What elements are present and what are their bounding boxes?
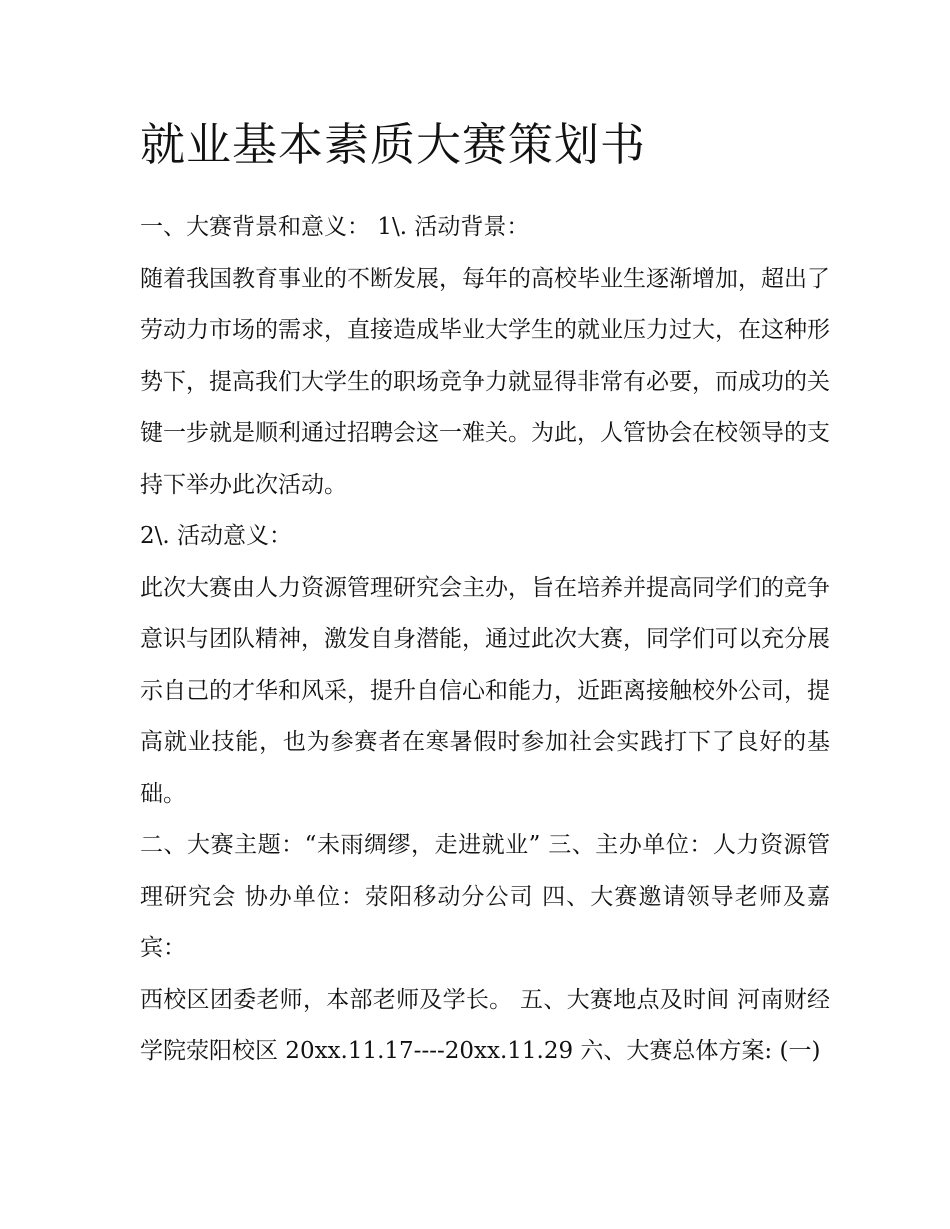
paragraph-location-time: 西校区团委老师，本部老师及学长。 五、大赛地点及时间 河南财经学院荥阳校区 20xx.11.17----20xx.11.29 六、大赛总体方案: (一): [140, 986, 830, 1064]
section-heading-background: 一、大赛背景和意义： 1\. 活动背景：: [140, 214, 530, 240]
paragraph-background: 随着我国教育事业的不断发展，每年的高校毕业生逐渐增加，超出了劳动力市场的需求，直接造成毕业大学生的就业压力过大，在这种形势下，提高我们大学生的职场竞争力就显得非常有必要，而成功的关键一步就是顺利通过招聘会这一难关。为此，人管协会在校领导的支持下举办此次活动。: [140, 265, 830, 498]
paragraph-significance: 此次大赛由人力资源管理研究会主办，旨在培养并提高同学们的竞争意识与团队精神，激发自身潜能，通过此次大赛，同学们可以充分展示自己的才华和风采，提升自信心和能力，近距离接触校外公司，提高就业技能，也为参赛者在寒暑假时参加社会实践打下了良好的基础。: [140, 574, 830, 807]
document-page: [140, 110, 830, 1078]
section-heading-significance: 2\. 活动意义：: [140, 523, 293, 549]
paragraph-theme-organizers: 二、大赛主题：“未雨绸缪，走进就业” 三、主办单位：人力资源管理研究会 协办单位：荥阳移动分公司 四、大赛邀请领导老师及嘉宾：: [140, 832, 830, 961]
document-title: 就业基本素质大赛策划书: [140, 118, 647, 171]
